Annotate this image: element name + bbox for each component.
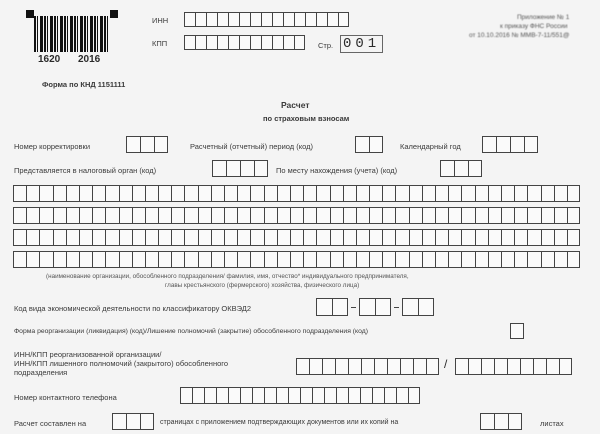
name-cell[interactable] <box>382 207 395 224</box>
name-cell[interactable] <box>250 185 263 202</box>
barcode-code-left: 1620 <box>38 54 61 65</box>
name-cell[interactable] <box>409 229 422 246</box>
name-cell[interactable] <box>567 229 580 246</box>
calendar-year-label: Календарный год <box>400 142 461 151</box>
phone-cell[interactable] <box>324 387 336 404</box>
name-cell[interactable] <box>277 207 290 224</box>
name-cell[interactable] <box>567 207 580 224</box>
name-cell[interactable] <box>356 207 369 224</box>
name-cell[interactable] <box>422 207 435 224</box>
name-cell[interactable] <box>356 185 369 202</box>
name-cell[interactable] <box>211 251 224 268</box>
correction-number-cells[interactable] <box>126 136 168 153</box>
name-cell[interactable] <box>211 229 224 246</box>
name-cell[interactable] <box>554 251 567 268</box>
phone-cell[interactable] <box>228 387 240 404</box>
name-cell[interactable] <box>184 185 197 202</box>
name-cell[interactable] <box>343 185 356 202</box>
name-cell[interactable] <box>119 251 132 268</box>
inn-cells[interactable] <box>184 12 349 27</box>
name-cell[interactable] <box>514 229 527 246</box>
organization-caption-line-1: (наименование организации, обособленного подразделения/ фамилия, имя, отчество* индивидуального предпринимателя, <box>46 273 409 280</box>
name-cell[interactable] <box>119 185 132 202</box>
name-cell[interactable] <box>53 251 66 268</box>
name-cell[interactable] <box>145 185 158 202</box>
name-cell[interactable] <box>237 251 250 268</box>
name-cell[interactable] <box>448 229 461 246</box>
name-cell[interactable] <box>488 185 501 202</box>
form-title: Расчет <box>281 100 310 110</box>
phone-cell[interactable] <box>384 387 396 404</box>
name-cell[interactable] <box>211 207 224 224</box>
name-cell[interactable] <box>514 207 527 224</box>
reorganization-form-label: Форма реорганизации (ликвидация) (код)/Лишение полномочий (закрытие) обособленного подразделения (код) <box>14 328 368 335</box>
name-cell[interactable] <box>303 229 316 246</box>
name-cell[interactable] <box>422 185 435 202</box>
reorganized-inn-cells[interactable] <box>296 358 439 375</box>
name-cell[interactable] <box>343 251 356 268</box>
page-label: Стр. <box>318 41 334 50</box>
name-cell[interactable] <box>567 251 580 268</box>
name-cell[interactable] <box>171 207 184 224</box>
phone-cell[interactable] <box>360 387 372 404</box>
kpp-label: КПП <box>152 39 168 48</box>
name-cell[interactable] <box>501 185 514 202</box>
form-subtitle: по страховым взносам <box>263 114 350 123</box>
name-cell[interactable] <box>356 229 369 246</box>
barcode <box>26 10 118 70</box>
name-cell[interactable] <box>105 185 118 202</box>
name-cell[interactable] <box>132 207 145 224</box>
correction-number-label: Номер корректировки <box>14 142 91 151</box>
phone-cell[interactable] <box>336 387 348 404</box>
organization-name-grid[interactable] <box>13 185 580 268</box>
name-cell[interactable] <box>395 251 408 268</box>
name-cell[interactable] <box>475 251 488 268</box>
name-cell[interactable] <box>66 251 79 268</box>
name-cell[interactable] <box>422 251 435 268</box>
name-cell[interactable] <box>277 229 290 246</box>
name-cell[interactable] <box>198 229 211 246</box>
name-cell[interactable] <box>567 185 580 202</box>
name-cell[interactable] <box>461 185 474 202</box>
name-cell[interactable] <box>395 229 408 246</box>
name-cell[interactable] <box>343 207 356 224</box>
name-cell[interactable] <box>53 185 66 202</box>
name-cell[interactable] <box>105 207 118 224</box>
location-cells[interactable] <box>440 160 482 177</box>
phone-cell[interactable] <box>180 387 192 404</box>
name-cell[interactable] <box>290 229 303 246</box>
name-cell[interactable] <box>554 185 567 202</box>
name-cell[interactable] <box>330 207 343 224</box>
name-cell[interactable] <box>198 185 211 202</box>
name-cell[interactable] <box>435 185 448 202</box>
phone-cell[interactable] <box>204 387 216 404</box>
phone-cell[interactable] <box>192 387 204 404</box>
name-cell[interactable] <box>158 229 171 246</box>
name-cell[interactable] <box>264 207 277 224</box>
name-cell[interactable] <box>66 229 79 246</box>
phone-cell[interactable] <box>240 387 252 404</box>
phone-cells[interactable] <box>180 387 420 404</box>
page-number: 001 <box>340 35 383 53</box>
kpp-cells[interactable] <box>184 35 305 50</box>
name-cell[interactable] <box>184 229 197 246</box>
inn-label: ИНН <box>152 16 169 25</box>
name-cell[interactable] <box>382 229 395 246</box>
name-cell[interactable] <box>541 185 554 202</box>
name-cell[interactable] <box>303 185 316 202</box>
name-cell[interactable] <box>171 251 184 268</box>
name-cell[interactable] <box>541 251 554 268</box>
phone-cell[interactable] <box>348 387 360 404</box>
name-cell[interactable] <box>369 185 382 202</box>
name-cell[interactable] <box>92 207 105 224</box>
phone-label: Номер контактного телефона <box>14 393 117 402</box>
name-cell[interactable] <box>53 207 66 224</box>
name-cell[interactable] <box>26 207 39 224</box>
name-cell[interactable] <box>26 251 39 268</box>
name-cell[interactable] <box>409 207 422 224</box>
name-cell[interactable] <box>475 229 488 246</box>
name-cell[interactable] <box>250 207 263 224</box>
name-cell[interactable] <box>290 185 303 202</box>
name-cell[interactable] <box>79 207 92 224</box>
name-cell[interactable] <box>79 251 92 268</box>
name-cell[interactable] <box>488 229 501 246</box>
name-cell[interactable] <box>475 185 488 202</box>
name-cell[interactable] <box>422 229 435 246</box>
name-cell[interactable] <box>237 207 250 224</box>
barcode-left-marker <box>26 10 34 18</box>
name-cell[interactable] <box>158 207 171 224</box>
name-cell[interactable] <box>105 251 118 268</box>
name-cell[interactable] <box>501 207 514 224</box>
name-cell[interactable] <box>39 185 52 202</box>
appendix-line-1: Приложение № 1 <box>517 14 570 21</box>
name-cell[interactable] <box>475 207 488 224</box>
name-cell[interactable] <box>277 185 290 202</box>
name-cell[interactable] <box>382 251 395 268</box>
name-cell[interactable] <box>316 251 329 268</box>
name-cell[interactable] <box>461 207 474 224</box>
name-cell[interactable] <box>224 185 237 202</box>
name-cell[interactable] <box>250 251 263 268</box>
name-cell[interactable] <box>554 229 567 246</box>
name-cell[interactable] <box>39 251 52 268</box>
pages-middle: страницах с приложением подтверждающих документов или их копий на <box>160 419 399 426</box>
name-cell[interactable] <box>369 207 382 224</box>
name-cell[interactable] <box>158 185 171 202</box>
phone-cell[interactable] <box>264 387 276 404</box>
name-cell[interactable] <box>448 251 461 268</box>
inn-kpp-label-line-3: подразделения <box>14 368 68 377</box>
name-cell[interactable] <box>26 229 39 246</box>
phone-cell[interactable] <box>216 387 228 404</box>
name-cell[interactable] <box>316 185 329 202</box>
name-cell[interactable] <box>527 185 540 202</box>
name-cell[interactable] <box>39 207 52 224</box>
name-cell[interactable] <box>290 251 303 268</box>
name-cell[interactable] <box>382 185 395 202</box>
location-label: По месту нахождения (учета) (код) <box>276 166 398 175</box>
name-cell[interactable] <box>211 185 224 202</box>
phone-cell[interactable] <box>372 387 384 404</box>
name-cell[interactable] <box>488 207 501 224</box>
pages-suffix: листах <box>540 419 564 428</box>
name-cell[interactable] <box>105 229 118 246</box>
name-cell[interactable] <box>435 207 448 224</box>
name-cell[interactable] <box>541 229 554 246</box>
phone-cell[interactable] <box>408 387 420 404</box>
knd-code: Форма по КНД 1151111 <box>42 80 126 89</box>
okved-label: Код вида экономической деятельности по классификатору ОКВЭД2 <box>14 304 252 313</box>
tax-authority-label: Представляется в налоговый орган (код) <box>14 166 157 175</box>
appendix-line-3: от 10.10.2016 № ММВ-7-11/551@ <box>469 32 570 39</box>
inn-kpp-separator: / <box>444 357 448 371</box>
name-cell[interactable] <box>435 251 448 268</box>
name-cell[interactable] <box>66 207 79 224</box>
name-cell[interactable] <box>264 251 277 268</box>
barcode-right-marker <box>110 10 118 18</box>
name-cell[interactable] <box>461 251 474 268</box>
name-cell[interactable] <box>224 207 237 224</box>
name-cell[interactable] <box>303 251 316 268</box>
tax-authority-cells[interactable] <box>212 160 268 177</box>
name-cell[interactable] <box>356 251 369 268</box>
name-cell[interactable] <box>237 185 250 202</box>
name-cell[interactable] <box>448 185 461 202</box>
name-cell[interactable] <box>316 207 329 224</box>
name-cell[interactable] <box>132 251 145 268</box>
name-cell[interactable] <box>145 251 158 268</box>
name-cell[interactable] <box>488 251 501 268</box>
phone-cell[interactable] <box>312 387 324 404</box>
name-cell[interactable] <box>514 251 527 268</box>
name-cell[interactable] <box>409 185 422 202</box>
phone-cell[interactable] <box>300 387 312 404</box>
name-cell[interactable] <box>527 207 540 224</box>
name-cell[interactable] <box>145 229 158 246</box>
name-cell[interactable] <box>171 229 184 246</box>
name-cell[interactable] <box>330 251 343 268</box>
name-cell[interactable] <box>13 185 26 202</box>
name-cell[interactable] <box>316 229 329 246</box>
name-cell[interactable] <box>501 229 514 246</box>
name-cell[interactable] <box>92 229 105 246</box>
phone-cell[interactable] <box>288 387 300 404</box>
name-cell[interactable] <box>395 185 408 202</box>
reorganization-form-cell[interactable] <box>510 323 524 339</box>
name-cell[interactable] <box>184 207 197 224</box>
name-cell[interactable] <box>145 207 158 224</box>
name-cell[interactable] <box>53 229 66 246</box>
phone-cell[interactable] <box>276 387 288 404</box>
name-cell[interactable] <box>198 251 211 268</box>
name-cell[interactable] <box>395 207 408 224</box>
name-cell[interactable] <box>409 251 422 268</box>
name-cell[interactable] <box>330 185 343 202</box>
name-cell[interactable] <box>26 185 39 202</box>
report-period-cells[interactable] <box>355 136 383 153</box>
name-cell[interactable] <box>303 207 316 224</box>
name-cell[interactable] <box>184 251 197 268</box>
name-cell[interactable] <box>527 251 540 268</box>
name-cell[interactable] <box>198 207 211 224</box>
organization-caption-line-2: главы крестьянского (фермерского) хозяйства, физического лица) <box>165 282 360 289</box>
phone-cell[interactable] <box>252 387 264 404</box>
name-cell[interactable] <box>237 229 250 246</box>
report-period-label: Расчетный (отчетный) период (код) <box>190 142 313 151</box>
name-cell[interactable] <box>290 207 303 224</box>
name-cell[interactable] <box>92 251 105 268</box>
name-cell[interactable] <box>435 229 448 246</box>
name-cell[interactable] <box>554 207 567 224</box>
name-cell[interactable] <box>79 229 92 246</box>
name-cell[interactable] <box>39 229 52 246</box>
name-cell[interactable] <box>13 229 26 246</box>
barcode-code-right: 2016 <box>78 54 101 65</box>
name-cell[interactable] <box>461 229 474 246</box>
pages-prefix: Расчет составлен на <box>14 419 87 428</box>
name-cell[interactable] <box>369 251 382 268</box>
name-cell[interactable] <box>541 207 554 224</box>
phone-cell[interactable] <box>396 387 408 404</box>
okved-cells[interactable] <box>316 298 434 316</box>
name-cell[interactable] <box>13 207 26 224</box>
name-cell[interactable] <box>448 207 461 224</box>
calendar-year-cells[interactable] <box>482 136 538 153</box>
name-cell[interactable] <box>250 229 263 246</box>
name-cell[interactable] <box>13 251 26 268</box>
name-cell[interactable] <box>527 229 540 246</box>
name-cell[interactable] <box>66 185 79 202</box>
name-cell[interactable] <box>277 251 290 268</box>
name-cell[interactable] <box>119 229 132 246</box>
name-cell[interactable] <box>132 185 145 202</box>
reorganized-kpp-cells[interactable] <box>455 358 572 375</box>
name-cell[interactable] <box>264 185 277 202</box>
name-cell[interactable] <box>224 229 237 246</box>
name-cell[interactable] <box>92 185 105 202</box>
name-cell[interactable] <box>171 185 184 202</box>
name-cell[interactable] <box>132 229 145 246</box>
name-cell[interactable] <box>119 207 132 224</box>
name-cell[interactable] <box>158 251 171 268</box>
barcode-bars <box>34 16 110 52</box>
name-cell[interactable] <box>343 229 356 246</box>
name-cell[interactable] <box>224 251 237 268</box>
name-cell[interactable] <box>514 185 527 202</box>
name-cell[interactable] <box>264 229 277 246</box>
inn-kpp-label-line-1: ИНН/КПП реорганизованной организации/ <box>14 350 162 359</box>
appendix-line-2: к приказу ФНС России <box>500 23 568 30</box>
inn-kpp-label-line-2: ИНН/КПП лишенного полномочий (закрытого) обособленного <box>14 359 229 368</box>
pages-count-cells[interactable] <box>112 413 154 430</box>
name-cell[interactable] <box>330 229 343 246</box>
sheets-count-cells[interactable] <box>480 413 522 430</box>
name-cell[interactable] <box>79 185 92 202</box>
name-cell[interactable] <box>369 229 382 246</box>
name-cell[interactable] <box>501 251 514 268</box>
